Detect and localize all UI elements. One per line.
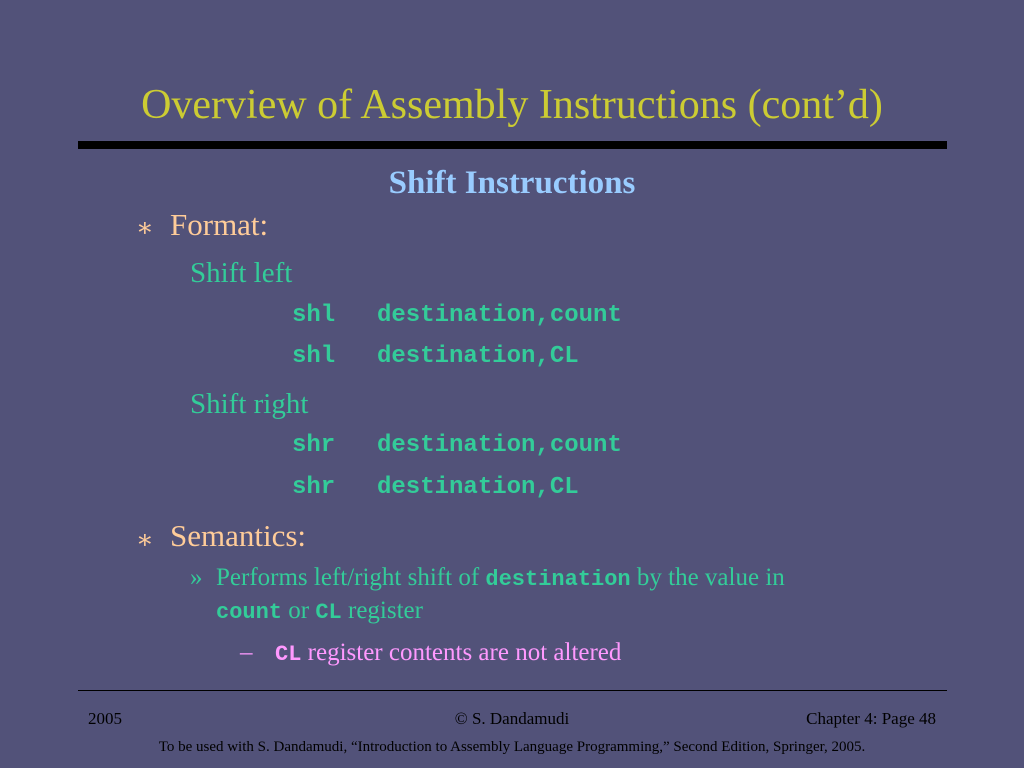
semantics-text: Performs left/right shift of <box>216 564 480 591</box>
code-arg: destination,CL <box>377 474 579 501</box>
footer-page: Chapter 4: Page 48 <box>806 709 936 728</box>
code-arg: destination,CL <box>377 343 579 370</box>
title-divider <box>78 141 947 149</box>
semantics-line-2 <box>216 595 423 629</box>
shift-left-label: Shift left <box>190 257 293 289</box>
code-cl: CL <box>275 642 302 667</box>
semantics-note <box>275 637 621 671</box>
sub-bullet-icon: » <box>190 564 203 591</box>
bullet-star-icon: ∗ <box>136 213 154 242</box>
code-op: shr <box>292 432 336 459</box>
slide-title: Overview of Assembly Instructions (cont’d) <box>141 82 883 128</box>
semantics-text: by the value in <box>636 564 785 591</box>
code-destination: destination <box>485 567 631 592</box>
dash-bullet-icon: – <box>240 639 253 666</box>
code-op: shl <box>292 302 336 329</box>
shift-right-label: Shift right <box>190 388 309 420</box>
code-arg: destination,count <box>377 432 622 459</box>
code-op: shl <box>292 343 336 370</box>
note-text: register contents are not altered <box>307 639 622 666</box>
code-cl: CL <box>315 600 342 625</box>
format-label: Format: <box>170 207 269 242</box>
code-arg: destination,count <box>377 302 622 329</box>
slide-subtitle: Shift Instructions <box>388 165 636 201</box>
footer-author: © S. Dandamudi <box>454 709 570 728</box>
semantics-text: or <box>288 597 310 624</box>
code-op: shr <box>292 474 336 501</box>
footer-year: 2005 <box>88 709 122 728</box>
footer-credit: To be used with S. Dandamudi, “Introduction to Assembly Language Programming,” Second Edition, Springer, 2005. <box>158 739 866 755</box>
bullet-star-icon: ∗ <box>136 525 154 554</box>
semantics-label: Semantics: <box>170 518 307 553</box>
semantics-line-1 <box>216 562 785 596</box>
footer-divider <box>78 690 947 691</box>
semantics-text: register <box>348 597 423 624</box>
code-count: count <box>216 600 283 625</box>
